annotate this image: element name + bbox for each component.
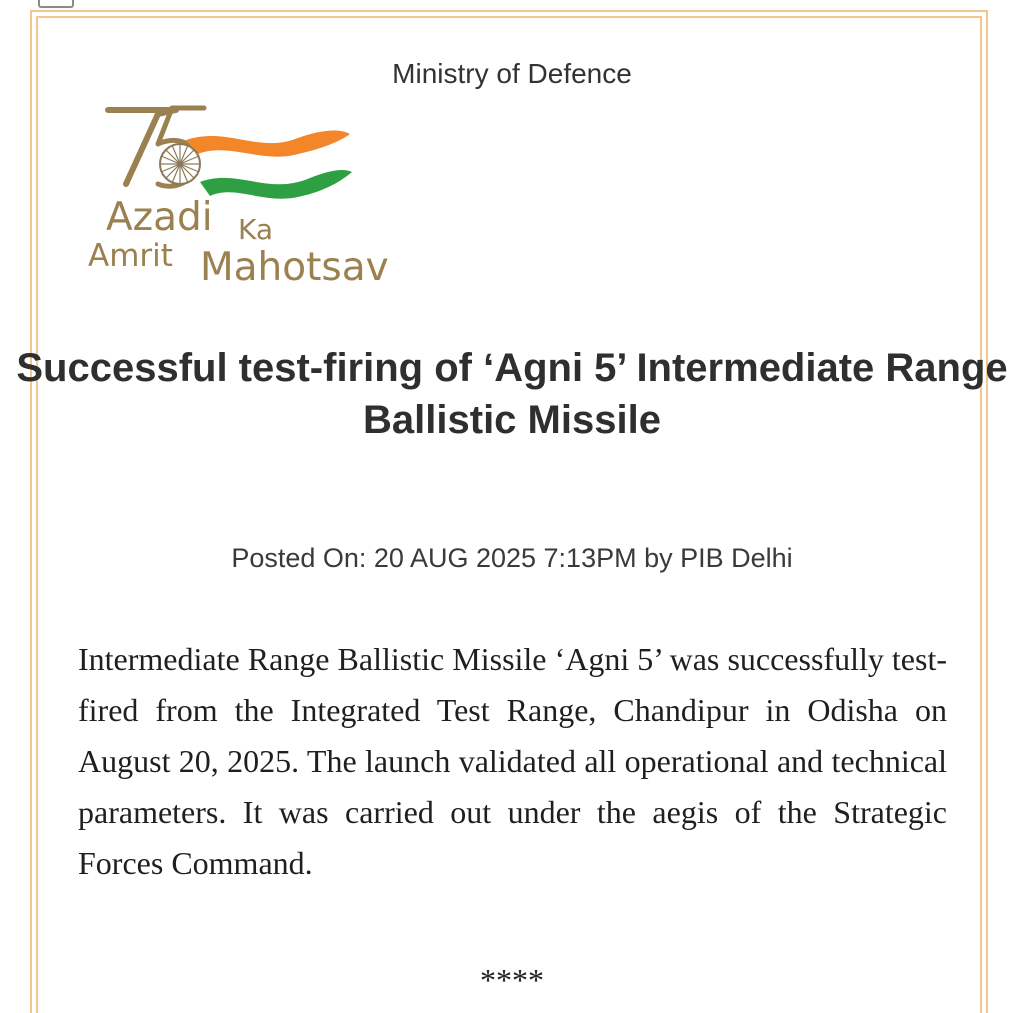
- logo-text-ka: Ka: [238, 213, 274, 246]
- end-separator: ****: [480, 962, 544, 998]
- logo-text-amrit: Amrit: [88, 238, 173, 274]
- posted-on-line: Posted On: 20 AUG 2025 7:13PM by PIB Delhi: [231, 543, 793, 573]
- logo-text-mahotsav: Mahotsav: [200, 245, 389, 290]
- azadi-ka-amrit-mahotsav-logo: [88, 104, 418, 289]
- article-title: Successful test-firing of ‘Agni 5’ Intermediate Range Ballistic Missile: [16, 346, 1008, 442]
- tab-handle-icon[interactable]: [38, 0, 74, 8]
- logo-text-azadi: Azadi: [106, 195, 213, 240]
- ministry-name: Ministry of Defence: [392, 58, 632, 89]
- article-body: Intermediate Range Ballistic Missile ‘Agni 5’ was successfully test-fired from the Integrated Test Range, Chandipur in Odisha on August 20, 2025. The launch validated all operational and technical parameters. It was carried out under the aegis of the Strategic Forces Command.: [78, 641, 947, 881]
